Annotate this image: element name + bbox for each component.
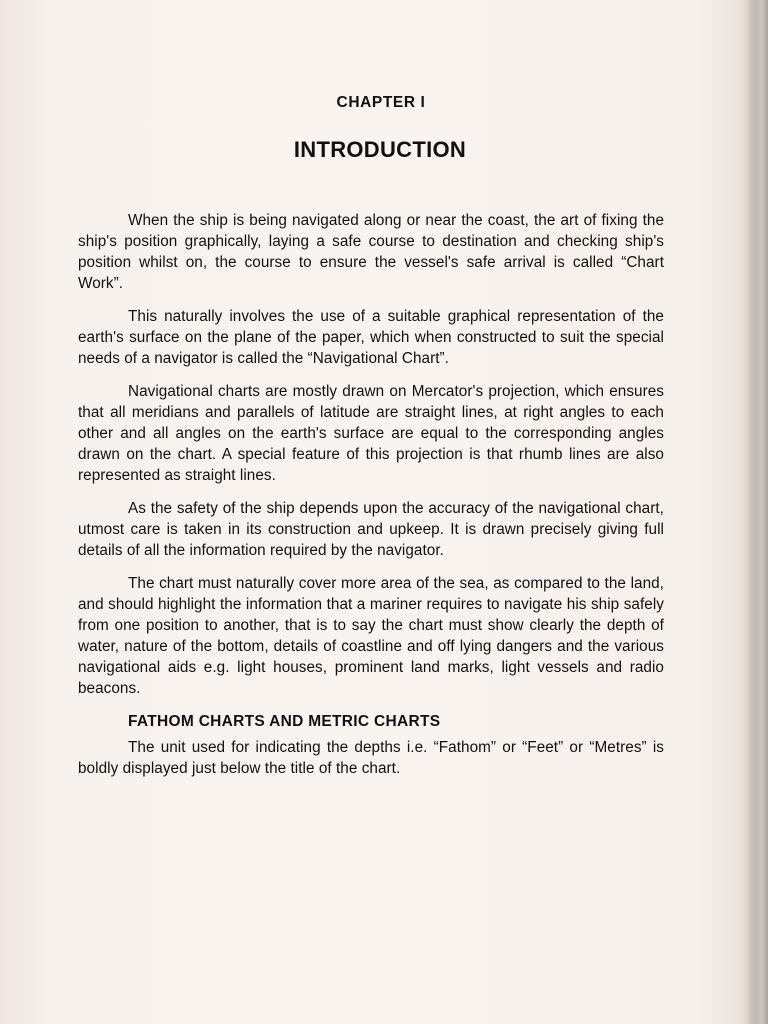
chapter-label: CHAPTER I <box>336 94 426 111</box>
page-content <box>78 92 664 791</box>
paragraph: When the ship is being navigated along or near the coast, the art of fixing the ship's position graphically, laying a safe course to destination and checking ship's position whilst on, the course to ensure the vessel's safe arrival is called “Chart Work”. <box>78 212 664 292</box>
paragraph: The chart must naturally cover more area of the sea, as compared to the land, and should highlight the information that a mariner requires to navigate his ship safely from one position to another, that is to say the chart must show clearly the depth of water, nature of the bottom, details of coastline and off lying dangers and the various navigational aids e.g. light houses, prominent land marks, light vessels and radio beacons. <box>78 575 664 697</box>
paragraph: Navigational charts are mostly drawn on Mercator's projection, which ensures that all meridians and parallels of latitude are straight lines, at right angles to each other and all angles on the earth's surface are equal to the corresponding angles drawn on the chart. A special feature of this projection is that rhumb lines are also represented as straight lines. <box>78 383 664 484</box>
paragraph: As the safety of the ship depends upon the accuracy of the navigational chart, utmost care is taken in its construction and upkeep. It is drawn precisely giving full details of all the information required by the navigator. <box>78 500 664 559</box>
paragraph: This naturally involves the use of a suitable graphical representation of the earth's surface on the plane of the paper, which when constructed to suit the special needs of a navigator is called the “Navigational Chart”. <box>78 308 664 367</box>
paragraph: The unit used for indicating the depths i.e. “Fathom” or “Feet” or “Metres” is boldly displayed just below the title of the chart. <box>78 739 664 777</box>
section-heading: FATHOM CHARTS AND METRIC CHARTS <box>128 713 441 730</box>
body-text <box>78 210 664 779</box>
chapter-title: INTRODUCTION <box>293 137 467 162</box>
page-edge <box>746 0 768 1024</box>
